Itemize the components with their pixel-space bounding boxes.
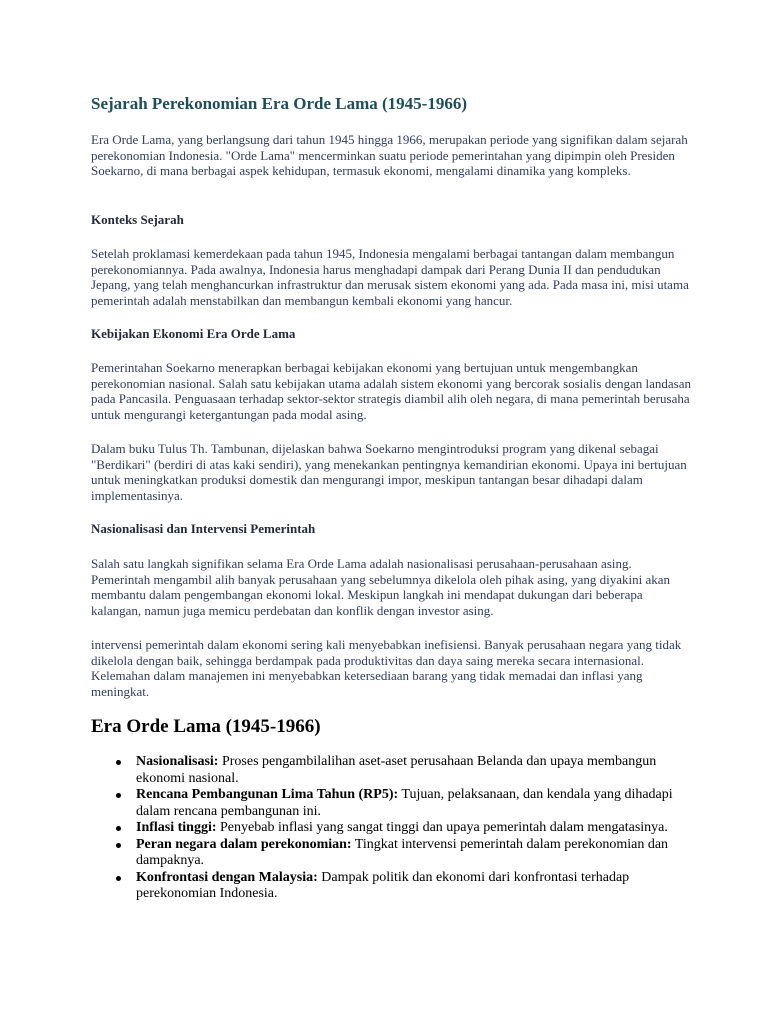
nasionalisasi-paragraph-1: Salah satu langkah signifikan selama Era Orde Lama adalah nasionalisasi perusahaan-perusahaan asing. Pemerintah mengambil alih banyak perusahaan yang sebelumnya dikelola oleh pihak asing, yang diyakini akan membantu dalam pengembangan ekonomi lokal. Meskipun langkah ini mendapat dukungan dari beberapa kalangan, namun juga memicu perdebatan dan konflik dengan investor asing. — [91, 556, 671, 618]
summary-heading: Era Orde Lama (1945-1966) — [91, 716, 321, 737]
konteks-sejarah-paragraph: Setelah proklamasi kemerdekaan pada tahun 1945, Indonesia mengalami berbagai tantangan dalam membangun perekonomiannya. Pada awalnya, Indonesia harus menghadapi dampak dari Perang Dunia II dan pendudukan Jepang, yang telah menghancurkan infrastruktur dan merusak sistem ekonomi yang ada. Pada masa ini, misi utama pemerintah adalah menstabilkan dan membangun kembali ekonomi yang hancur. — [91, 246, 689, 308]
bullet-term: Konfrontasi dengan Malaysia: — [136, 869, 318, 885]
bullet-text: Proses pengambilalihan aset-aset perusahaan Belanda dan upaya membangun ekonomi nasional. — [136, 754, 657, 786]
list-item — [91, 870, 681, 903]
list-item — [91, 837, 681, 870]
summary-bullet-list — [91, 754, 681, 903]
bullet-dot-icon — [116, 876, 121, 881]
bullet-dot-icon — [116, 760, 121, 765]
list-item — [91, 754, 681, 787]
section-heading-nasionalisasi: Nasionalisasi dan Intervensi Pemerintah — [91, 521, 316, 536]
bullet-dot-icon — [116, 826, 121, 831]
intro-paragraph: Era Orde Lama, yang berlangsung dari tahun 1945 hingga 1966, merupakan periode yang signifikan dalam sejarah perekonomian Indonesia. "Orde Lama" mencerminkan suatu periode pemerintahan yang dipimpin oleh Presiden Soekarno, di mana berbagai aspek kehidupan, termasuk ekonomi, mengalami dinamika yang kompleks. — [91, 132, 688, 179]
bullet-text: Dampak politik dan ekonomi dari konfrontasi terhadap perekonomian Indonesia. — [136, 869, 630, 901]
bullet-text: Tingkat intervensi pemerintah dalam perekonomian dan dampaknya. — [136, 836, 669, 868]
bullet-term: Nasionalisasi: — [136, 754, 219, 769]
bullet-dot-icon — [116, 793, 121, 798]
document-title: Sejarah Perekonomian Era Orde Lama (1945-1966) — [91, 94, 468, 113]
list-item — [91, 787, 681, 820]
section-heading-konteks-sejarah: Konteks Sejarah — [91, 212, 184, 227]
section-heading-kebijakan-ekonomi: Kebijakan Ekonomi Era Orde Lama — [91, 326, 296, 341]
bullet-term: Inflasi tinggi: — [136, 820, 217, 835]
bullet-term: Peran negara dalam perekonomian: — [136, 836, 352, 852]
bullet-dot-icon — [116, 843, 121, 848]
bullet-text: Penyebab inflasi yang sangat tinggi dan upaya pemerintah dalam mengatasinya. — [216, 820, 668, 835]
kebijakan-paragraph-2: Dalam buku Tulus Th. Tambunan, dijelaskan bahwa Soekarno mengintroduksi program yang dikenal sebagai "Berdikari" (berdiri di atas kaki sendiri), yang menekankan pentingnya kemandirian ekonomi. Upaya ini bertujuan untuk meningkatkan produksi domestik dan mengurangi impor, meskipun tantangan besar dihadapi dalam implementasinya. — [91, 441, 687, 503]
list-item — [91, 820, 681, 837]
nasionalisasi-paragraph-2: intervensi pemerintah dalam ekonomi sering kali menyebabkan inefisiensi. Banyak perusahaan negara yang tidak dikelola dengan baik, sehingga berdampak pada produktivitas dan daya saing mereka secara internasional. Kelemahan dalam manajemen ini menyebabkan ketersediaan barang yang tidak memadai dan inflasi yang meningkat. — [91, 637, 682, 699]
bullet-term: Rencana Pembangunan Lima Tahun (RP5): — [136, 787, 399, 802]
bullet-text: Tujuan, pelaksanaan, dan kendala yang dihadapi dalam rencana pembangunan ini. — [136, 787, 673, 819]
kebijakan-paragraph-1: Pemerintahan Soekarno menerapkan berbagai kebijakan ekonomi yang bertujuan untuk mengembangkan perekonomian nasional. Salah satu kebijakan utama adalah sistem ekonomi yang bercorak sosialis dengan landasan pada Pancasila. Penguasaan terhadap sektor-sektor strategis diambil alih oleh negara, di mana pemerintah berusaha untuk mengurangi ketergantungan pada modal asing. — [91, 360, 691, 422]
